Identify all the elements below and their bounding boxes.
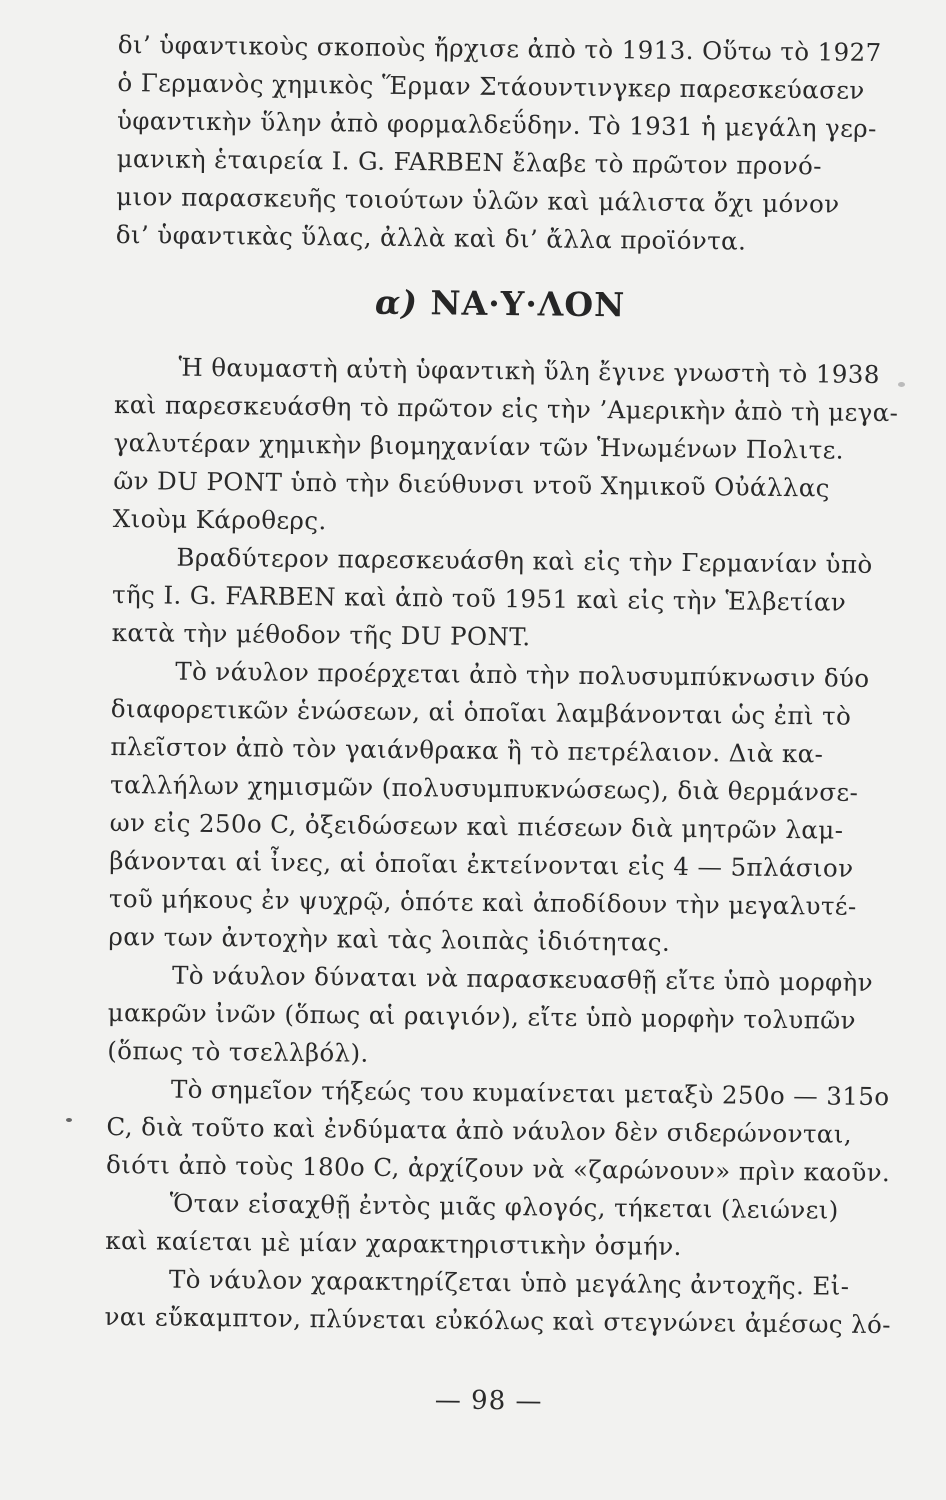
body-line: γαλυτέραν χημικὴν βιομηχανίαν τῶν Ἡνωμένων Πολιτε.	[113, 427, 845, 465]
body-line: (ὅπως τὸ τσελλβόλ).	[107, 1035, 369, 1068]
body-line: καὶ καίεται μὲ μίαν χαρακτηριστικὴν ὀσμήν.	[105, 1225, 682, 1261]
intro-line: μανικὴ ἑταιρεία I. G. FARBEN ἔλαβε τὸ πρῶτον προνό-	[116, 143, 823, 181]
section-heading	[115, 280, 885, 327]
intro-line: μιον παρασκευῆς τοιούτων ὑλῶν καὶ μάλιστα ὄχι μόνον	[116, 181, 840, 219]
body-line: Τὸ νάυλον προέρχεται ἀπὸ τὴν πολυσυμπύκνωσιν δύο	[175, 656, 870, 693]
section-title: ΝΑ·Υ·ΛΟΝ	[430, 283, 626, 325]
intro-line: ὁ Γερμανὸς χημικὸς Ἕρμαν Στάουντινγκερ παρεσκεύασεν	[117, 67, 865, 105]
body-line: τοῦ μήκους ἐν ψυχρῷ, ὁπότε καὶ ἀποδίδουν τὴν μεγαλυτέ-	[108, 883, 857, 921]
body-line: ων εἰς 250ο C, ὀξειδώσεων καὶ πιέσεων διὰ μητρῶν λαμ-	[109, 807, 844, 845]
intro-line: ὑφαντικὴν ὕλην ἀπὸ φορμαλδεΰδην. Τὸ 1931 ἡ μεγάλη γερ-	[116, 105, 877, 143]
body-line: Ἡ θαυμαστὴ αὐτὴ ὑφαντικὴ ὕλη ἔγινε γνωστὴ τὸ 1938	[178, 352, 880, 389]
body-line: διαφορετικῶν ἑνώσεων, αἱ ὁποῖαι λαμβάνονται ὡς ἐπὶ τὸ	[110, 693, 852, 731]
body-line: Τὸ νάυλον δύναται νὰ παρασκευασθῇ εἴτε ὑπὸ μορφὴν	[171, 960, 874, 997]
intro-line: δι’ ὑφαντικὰς ὕλας, ἀλλὰ καὶ δι’ ἄλλα προϊόντα.	[115, 219, 747, 256]
body-line: ῶν DU PONT ὑπὸ τὴν διεύθυνσι ντοῦ Χημικοῦ Οὐάλλας	[113, 465, 831, 503]
body-line: Τὸ νάυλον χαρακτηρίζεται ὑπὸ μεγάλης ἀντοχῆς. Εἰ-	[168, 1264, 850, 1301]
body-line: βάνονται αἱ ἶνες, αἱ ὁποῖαι ἐκτείνονται εἰς 4 — 5πλάσιον	[109, 845, 854, 883]
body-line: πλεῖστον ἀπὸ τὸν γαιάνθρακα ἢ τὸ πετρέλαιον. Διὰ κα-	[110, 731, 824, 769]
body-line: ναι εὔκαμπτον, πλύνεται εὐκόλως καὶ στεγνώνει ἀμέσως λό-	[104, 1301, 892, 1340]
section-label: α)	[374, 282, 419, 323]
body-line: Βραδύτερον παρεσκευάσθη καὶ εἰς τὴν Γερμανίαν ὑπὸ	[176, 542, 873, 579]
body-line: ραν των ἀντοχὴν καὶ τὰς λοιπὰς ἰδιότητας.	[108, 921, 671, 957]
body-line: Τὸ σημεῖον τήξεώς του κυμαίνεται μεταξὺ 250ο — 315ο	[170, 1074, 890, 1112]
print-speck	[66, 1118, 72, 1122]
book-page	[103, 30, 899, 1478]
body-line: τῆς I. G. FARBEN καὶ ἀπὸ τοῦ 1951 καὶ εἰς τὴν Ἑλβετίαν	[111, 579, 847, 617]
body-line: μακρῶν ἰνῶν (ὅπως αἱ ραιγιόν), εἴτε ὑπὸ μορφὴν τολυπῶν	[107, 997, 857, 1035]
print-speck	[898, 382, 905, 387]
intro-line: δι’ ὑφαντικοὺς σκοποὺς ἤρχισε ἀπὸ τὸ 1913. Οὕτω τὸ 1927	[117, 30, 882, 67]
body-line: ταλλήλων χημισμῶν (πολυσυμπυκνώσεως), διὰ θερμάνσε-	[109, 769, 859, 807]
body-line: κατὰ τὴν μέθοδον τῆς DU PONT.	[111, 617, 531, 652]
page-number: — 98 —	[434, 1385, 543, 1417]
body-line: C, διὰ τοῦτο καὶ ἐνδύματα ἀπὸ νάυλον δὲν σιδερώνονται,	[106, 1111, 853, 1149]
body-line: διότι ἀπὸ τοὺς 180ο C, ἀρχίζουν νὰ «ζαρώνουν» πρὶν καοῦν.	[105, 1149, 891, 1188]
body-line: Χιοὺμ Κάροθερς.	[112, 503, 327, 536]
body-line: Ὅταν εἰσαχθῇ ἐντὸς μιᾶς φλογός, τήκεται (λειώνει)	[169, 1188, 839, 1225]
body-line: καὶ παρεσκευάσθη τὸ πρῶτον εἰς τὴν ’Αμερικὴν ἀπὸ τὴ μεγα-	[113, 389, 899, 428]
